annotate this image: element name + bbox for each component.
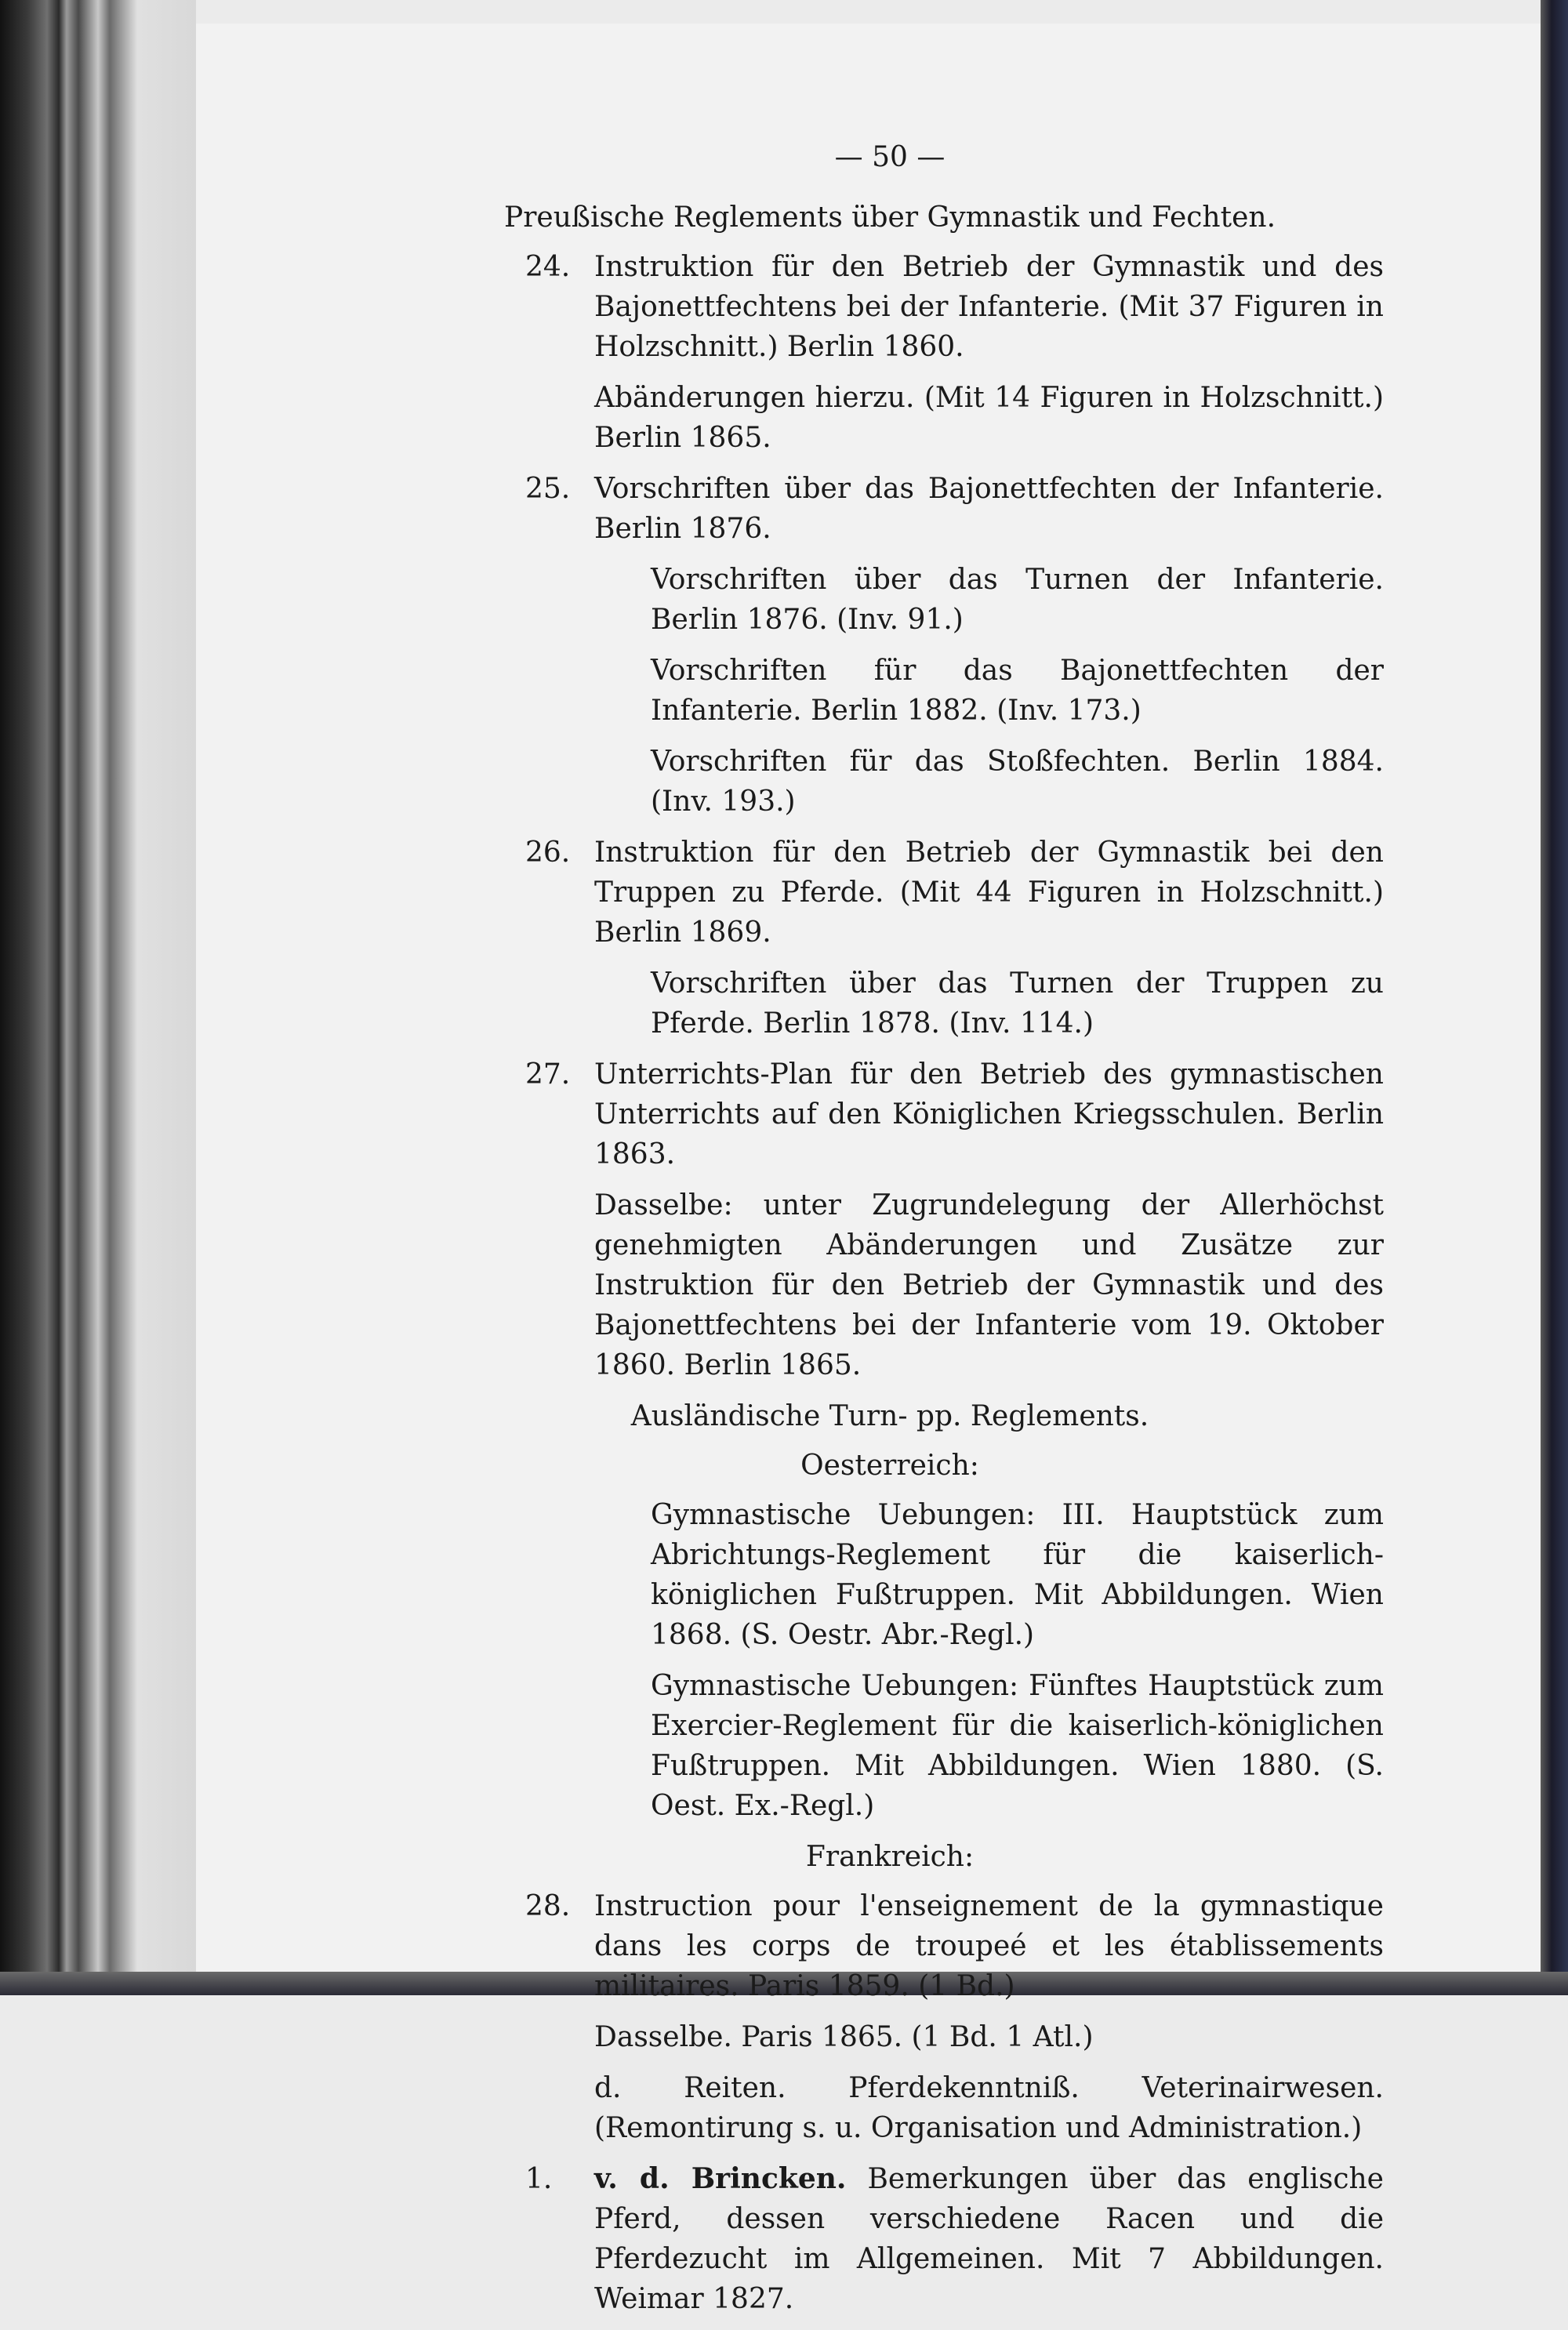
entry-25-sub-3: Vorschriften für das Stoßfechten. Berlin 1884. (Inv. 193.) xyxy=(651,746,1384,818)
entry-25 xyxy=(396,469,1384,549)
entry-26 xyxy=(396,833,1384,953)
entry-number: 28. xyxy=(525,1890,571,1922)
entry-27-sub: Dasselbe: unter Zugrundelegung der Allerhöchst genehmigten Abänderungen und Zusätze zur Instruktion für den Betrieb der Gymnastik und des Bajonettfechtens bei der Infanterie vom 19. Oktober 1860. Berlin 1865. xyxy=(594,1189,1384,1381)
entry-24-sub: Abänderungen hierzu. (Mit 14 Figuren in Holzschnitt.) Berlin 1865. xyxy=(594,382,1384,454)
entry-text: Instruktion für den Betrieb der Gymnastik und des Bajonettfechtens bei der Infanterie. (Mit 37 Figuren in Holzschnitt.) Berlin 1860. xyxy=(594,251,1384,363)
entry-text: Unterrichts-Plan für den Betrieb des gymnastischen Unterrichts auf den Königlichen Kriegsschulen. Berlin 1863. xyxy=(594,1058,1384,1170)
entry-text: Bemerkungen über das englische Pferd, dessen verschiedene Racen und die Pferdezucht im Allgemeinen. Mit 7 Abbildungen. Weimar 1827. xyxy=(594,2163,1384,2315)
entry-28-sub: Dasselbe. Paris 1865. (1 Bd. 1 Atl.) xyxy=(594,2021,1094,2053)
page-number: — 50 — xyxy=(834,141,946,173)
book-cover-edge xyxy=(1541,0,1568,1995)
entry-24 xyxy=(396,247,1384,367)
entry-number: 24. xyxy=(525,251,571,283)
entry-number: 26. xyxy=(525,837,571,869)
entry-28 xyxy=(396,1886,1384,2006)
entry-27 xyxy=(396,1054,1384,1174)
entry-author: v. d. Brincken. xyxy=(594,2162,847,2195)
page-content xyxy=(396,137,1384,2330)
entry-number: 27. xyxy=(525,1058,571,1091)
entry-26-sub: Vorschriften über das Turnen der Truppen zu Pferde. Berlin 1878. (Inv. 114.) xyxy=(651,967,1384,1040)
entry-25-sub-1: Vorschriften über das Turnen der Infanterie. Berlin 1876. (Inv. 91.) xyxy=(651,564,1384,636)
france-heading: Frankreich: xyxy=(805,1841,975,1873)
austria-item-2: Gymnastische Uebungen: Fünftes Hauptstück zum Exercier-Reglement für die kaiserlich-königlichen Fußtruppen. Mit Abbildungen. Wien 1880. (S. Oest. Ex.-Regl.) xyxy=(651,1670,1384,1822)
section-title: Preußische Reglements über Gymnastik und Fechten. xyxy=(503,201,1276,234)
austria-heading: Oesterreich: xyxy=(800,1450,979,1482)
entry-text: Vorschriften über das Bajonettfechten der Infanterie. Berlin 1876. xyxy=(594,473,1384,545)
austria-item-1: Gymnastische Uebungen: III. Hauptstück zum Abrichtungs-Reglement für die kaiserlich-königlichen Fußtruppen. Mit Abbildungen. Wien 1868. (S. Oestr. Abr.-Regl.) xyxy=(651,1499,1384,1651)
section-d-heading: d. Reiten. Pferdekenntniß. Veterinairwesen. (Remontirung s. u. Organisation und Administration.) xyxy=(594,2072,1384,2144)
entry-number: 1. xyxy=(525,2163,553,2195)
entry-25-sub-2: Vorschriften für das Bajonettfechten der Infanterie. Berlin 1882. (Inv. 173.) xyxy=(651,655,1384,727)
entry-1 xyxy=(396,2159,1384,2319)
entry-number: 25. xyxy=(525,473,571,505)
entry-text: Instruction pour l'enseignement de la gymnastique dans les corps de troupeé et les établissements militaires. Paris 1859. (1 Bd.) xyxy=(594,1890,1384,2002)
foreign-heading: Ausländische Turn- pp. Reglements. xyxy=(630,1400,1149,1432)
entry-text: Instruktion für den Betrieb der Gymnastik bei den Truppen zu Pferde. (Mit 44 Figuren in Holzschnitt.) Berlin 1869. xyxy=(594,837,1384,949)
book-spine-edge xyxy=(0,0,196,1995)
